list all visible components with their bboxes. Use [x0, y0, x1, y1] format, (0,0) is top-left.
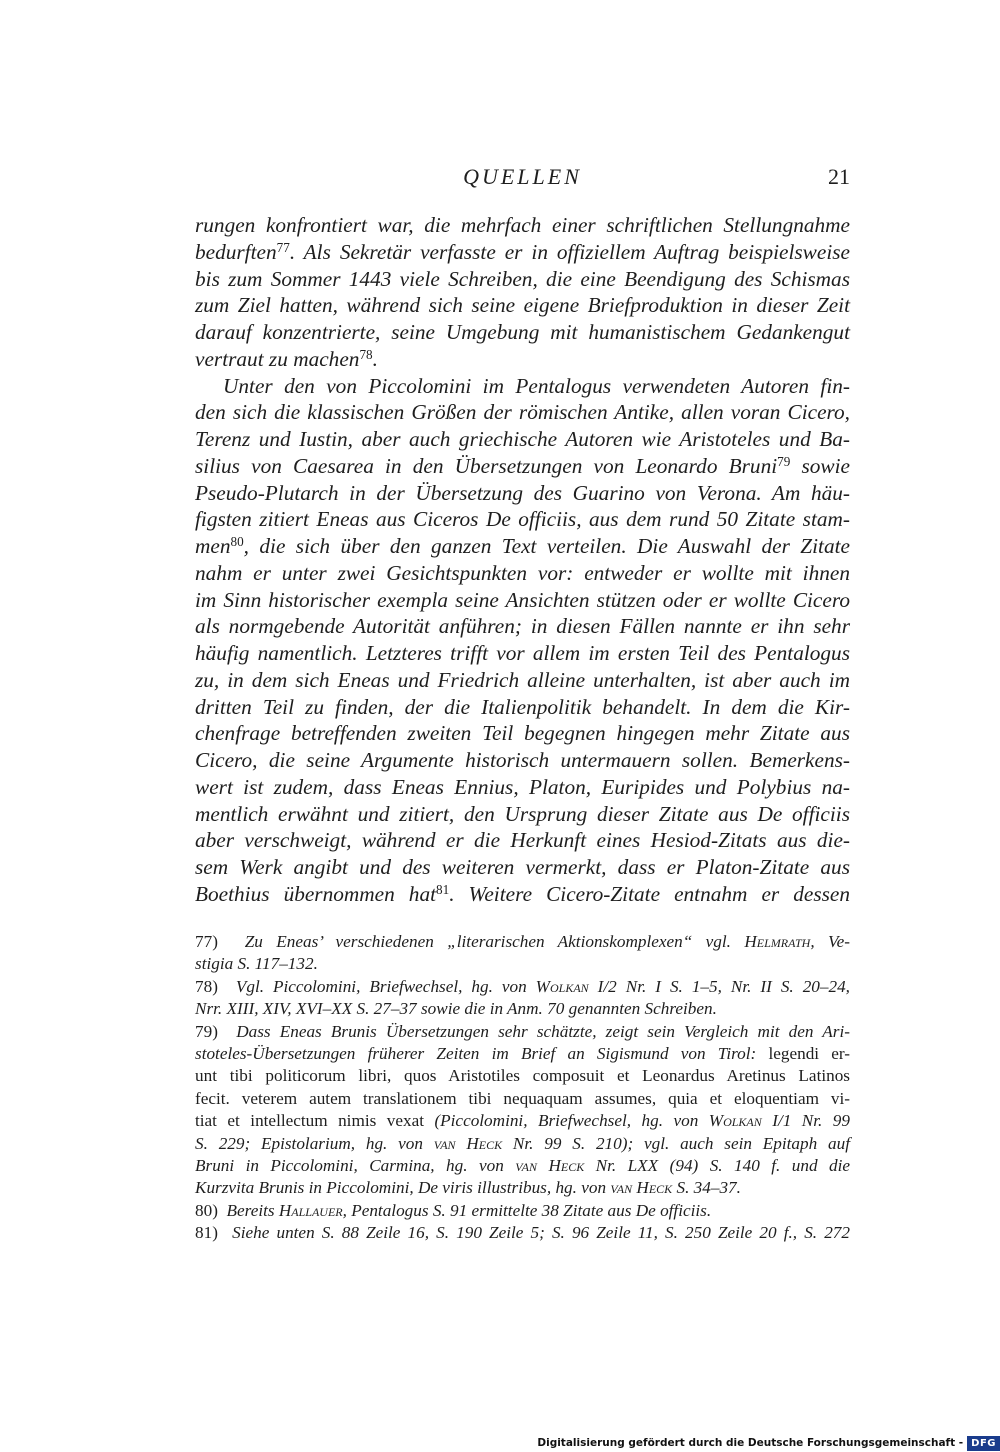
footnotes: [195, 931, 850, 1244]
footnote-line: [195, 998, 850, 1020]
text-segment: , die sich über den ganzen Text verteilen. Die Auswahl der Zitate: [243, 534, 850, 558]
text-segment: . Weitere Cicero-Zitate entnahm er dessen: [449, 881, 850, 906]
text-segment: Boethius übernommen hat: [195, 881, 437, 906]
footnote-segment: fecit. veterem autem translationem tibi nequaquam assumes, quia et eloquentiam vi-: [195, 1088, 850, 1108]
text-line: [195, 292, 850, 319]
footnote-ref: 79: [777, 453, 791, 469]
footnote-ref: 78: [359, 346, 373, 362]
footnote-segment: 77): [195, 932, 245, 951]
footnote-segment: stigia S. 117–132.: [195, 954, 318, 974]
footnote-segment: unt tibi politicorum libri, quos Aristotiles composuit et Leonardus Aretinus Latinos: [195, 1066, 850, 1086]
text-segment: wert ist zudem, dass Eneas Ennius, Platon, Euripides und Polybius na-: [195, 774, 850, 799]
page-header: [195, 160, 850, 200]
digitization-credit: [537, 1434, 1000, 1452]
text-line: [195, 319, 850, 346]
footnote-line: [195, 1200, 850, 1222]
text-line: [195, 266, 850, 293]
footnote-segment: Siehe unten S. 88 Zeile 16, S. 190 Zeile 5; S. 96 Zeile 11, S. 250 Zeile 20 f., S. 272: [232, 1223, 850, 1243]
credit-text: Digitalisierung gefördert durch die Deutsche Forschungsgemeinschaft -: [537, 1437, 964, 1449]
text-line: [195, 694, 850, 721]
footnote-ref: 77: [276, 239, 290, 255]
text-line: [195, 881, 850, 908]
text-segment: darauf konzentrierte, seine Umgebung mit humanistischem Gedankengut: [195, 320, 850, 344]
footnote-segment: Wolkan: [535, 976, 589, 996]
footnote-line: [195, 1021, 850, 1043]
text-line: [195, 480, 850, 507]
text-segment: zu, in dem sich Eneas und Friedrich alleine unterhalten, ist aber auch im: [195, 667, 850, 692]
text-segment: sowie: [790, 453, 851, 478]
text-line: [195, 373, 850, 400]
footnote-segment: , Ve-: [810, 932, 850, 951]
text-segment: chenfrage betreffenden zweiten Teil begegnen hingegen mehr Zitate aus: [195, 721, 850, 746]
text-line: [195, 801, 850, 828]
footnote-segment: Helmrath: [744, 932, 811, 951]
text-segment: rungen konfrontiert war, die mehrfach einer schriftlichen Stellungnahme: [195, 213, 850, 237]
text-segment: Cicero, die seine Argumente historisch untermauern sollen. Bemerkens-: [195, 748, 850, 772]
footnote-segment: Hallauer: [278, 1200, 343, 1220]
text-segment: Pseudo-Plutarch in der Übersetzung des Guarino von Verona. Am häu-: [195, 480, 850, 505]
footnote-line: [195, 1155, 850, 1177]
footnote-line: [195, 1088, 850, 1110]
text-segment: den sich die klassischen Größen der römischen Antike, allen voran Cicero,: [195, 400, 850, 425]
text-segment: zum Ziel hatten, während sich seine eigene Briefproduktion in dieser Zeit: [195, 293, 850, 318]
text-segment: als normgebende Autorität anführen; in diesen Fällen nannte er ihn sehr: [195, 614, 850, 639]
footnote-segment: S. 229; Epistolarium, hg. von: [195, 1133, 434, 1153]
text-line: [195, 506, 850, 533]
text-segment: sem Werk angibt und des weiteren vermerkt, dass er Platon-Zitate aus: [195, 855, 850, 879]
text-segment: häufig namentlich. Letzteres trifft vor allem im ersten Teil des Pentalogus: [195, 641, 850, 665]
text-segment: Unter den von Piccolomini im Pentalogus verwendeten Autoren fin-: [223, 373, 850, 398]
footnote-segment: Dass Eneas Brunis Übersetzungen sehr schätzte, zeigt sein Vergleich mit den Ari-: [236, 1021, 850, 1041]
footnote-segment: Nr. LXX (94) S. 140 f. und die: [584, 1155, 850, 1175]
text-segment: figsten zitiert Eneas aus Ciceros De officiis, aus dem rund 50 Zitate stam-: [195, 507, 850, 532]
footnote-segment: I/2 Nr. I S. 1–5, Nr. II S. 20–24,: [588, 976, 850, 996]
footnote-segment: 80): [195, 1200, 227, 1220]
text-line: [195, 399, 850, 426]
text-line: [195, 827, 850, 854]
footnote-line: [195, 976, 850, 998]
footnote-segment: Nrr. XIII, XIV, XVI–XX S. 27–37 sowie die in Anm. 70 genannten Schreiben.: [195, 999, 717, 1019]
footnote-segment: Vgl. Piccolomini, Briefwechsel, hg. von: [235, 976, 536, 996]
text-segment: .: [372, 346, 378, 371]
text-line: [195, 212, 850, 239]
footnote-line: [195, 1222, 850, 1244]
footnote-segment: van Heck: [610, 1178, 673, 1198]
footnote-line: [195, 953, 850, 975]
footnote-segment: van Heck: [433, 1133, 503, 1153]
footnote-line: [195, 1177, 850, 1199]
text-segment: silius von Caesarea in den Übersetzungen von Leonardo Bruni: [195, 453, 778, 478]
text-segment: bedurften: [195, 239, 277, 264]
text-line: [195, 346, 850, 373]
text-line: [195, 613, 850, 640]
text-segment: aber verschweigt, während er die Herkunft eines Hesiod-Zitats aus die-: [195, 828, 850, 853]
text-line: [195, 426, 850, 453]
text-line: [195, 774, 850, 801]
footnote-segment: Kurzvita Brunis in Piccolomini, De viris illustribus, hg. von: [195, 1178, 611, 1198]
footnote-segment: 81): [195, 1223, 233, 1243]
footnote-segment: tiat et intellectum nimis vexat: [195, 1111, 435, 1131]
text-segment: dritten Teil zu finden, der die Italienpolitik behandelt. In dem die Kir-: [195, 694, 850, 719]
footnote-segment: legendi er-: [768, 1043, 851, 1063]
text-segment: vertraut zu machen: [195, 346, 360, 371]
text-line: [195, 560, 850, 587]
footnote-segment: 79): [195, 1021, 237, 1041]
footnote-line: [195, 931, 850, 953]
footnote-segment: Wolkan: [708, 1111, 762, 1131]
text-line: [195, 587, 850, 614]
footnote-line: [195, 1065, 850, 1087]
main-text: [195, 212, 850, 908]
text-line: [195, 720, 850, 747]
footnote-line: [195, 1043, 850, 1065]
footnote-segment: , Pentalogus S. 91 ermittelte 38 Zitate aus De officiis.: [342, 1200, 712, 1220]
text-line: [195, 854, 850, 881]
footnote-segment: I/1 Nr. 99: [761, 1111, 850, 1131]
footnote-segment: Bruni in Piccolomini, Carmina, hg. von: [195, 1155, 516, 1175]
text-line: [195, 640, 850, 667]
footnote-line: [195, 1133, 850, 1155]
footnote-segment: (Piccolomini, Briefwechsel, hg. von: [434, 1111, 709, 1131]
text-line: [195, 239, 850, 266]
text-line: [195, 533, 850, 560]
footnote-segment: S. 34–37.: [672, 1178, 741, 1198]
footnote-line: [195, 1110, 850, 1132]
footnote-segment: 78): [195, 976, 236, 996]
text-segment: . Als Sekretär verfasste er in offiziellem Auftrag beispielsweise: [289, 239, 850, 264]
running-head: QUELLEN: [463, 164, 582, 189]
footnote-segment: stoteles-Übersetzungen früherer Zeiten im Brief an Sigismund von Tirol:: [195, 1043, 769, 1063]
text-segment: bis zum Sommer 1443 viele Schreiben, die eine Beendigung des Schismas: [195, 266, 850, 291]
footnote-segment: Bereits: [226, 1200, 279, 1220]
text-line: [195, 667, 850, 694]
footnote-ref: 80: [230, 533, 244, 549]
footnote-segment: Nr. 99 S. 210); vgl. auch sein Epitaph auf: [502, 1133, 850, 1153]
text-line: [195, 453, 850, 480]
text-segment: men: [195, 534, 231, 558]
text-line: [195, 747, 850, 774]
footnote-segment: Zu Eneas’ verschiedenen „literarischen Aktionskomplexen“ vgl.: [244, 932, 745, 951]
text-segment: Terenz und Iustin, aber auch griechische Autoren wie Aristoteles und Ba-: [195, 427, 850, 451]
footnote-ref: 81: [436, 881, 450, 897]
dfg-logo: DFG: [967, 1436, 1000, 1451]
text-segment: mentlich erwähnt und zitiert, den Ursprung dieser Zitate aus De officiis: [195, 801, 850, 826]
text-segment: im Sinn historischer exempla seine Ansichten stützen oder er wollte Cicero: [195, 587, 850, 612]
page-number: 21: [828, 164, 850, 189]
footnote-segment: van Heck: [515, 1155, 585, 1175]
text-segment: nahm er unter zwei Gesichtspunkten vor: entweder er wollte mit ihnen: [195, 560, 850, 585]
